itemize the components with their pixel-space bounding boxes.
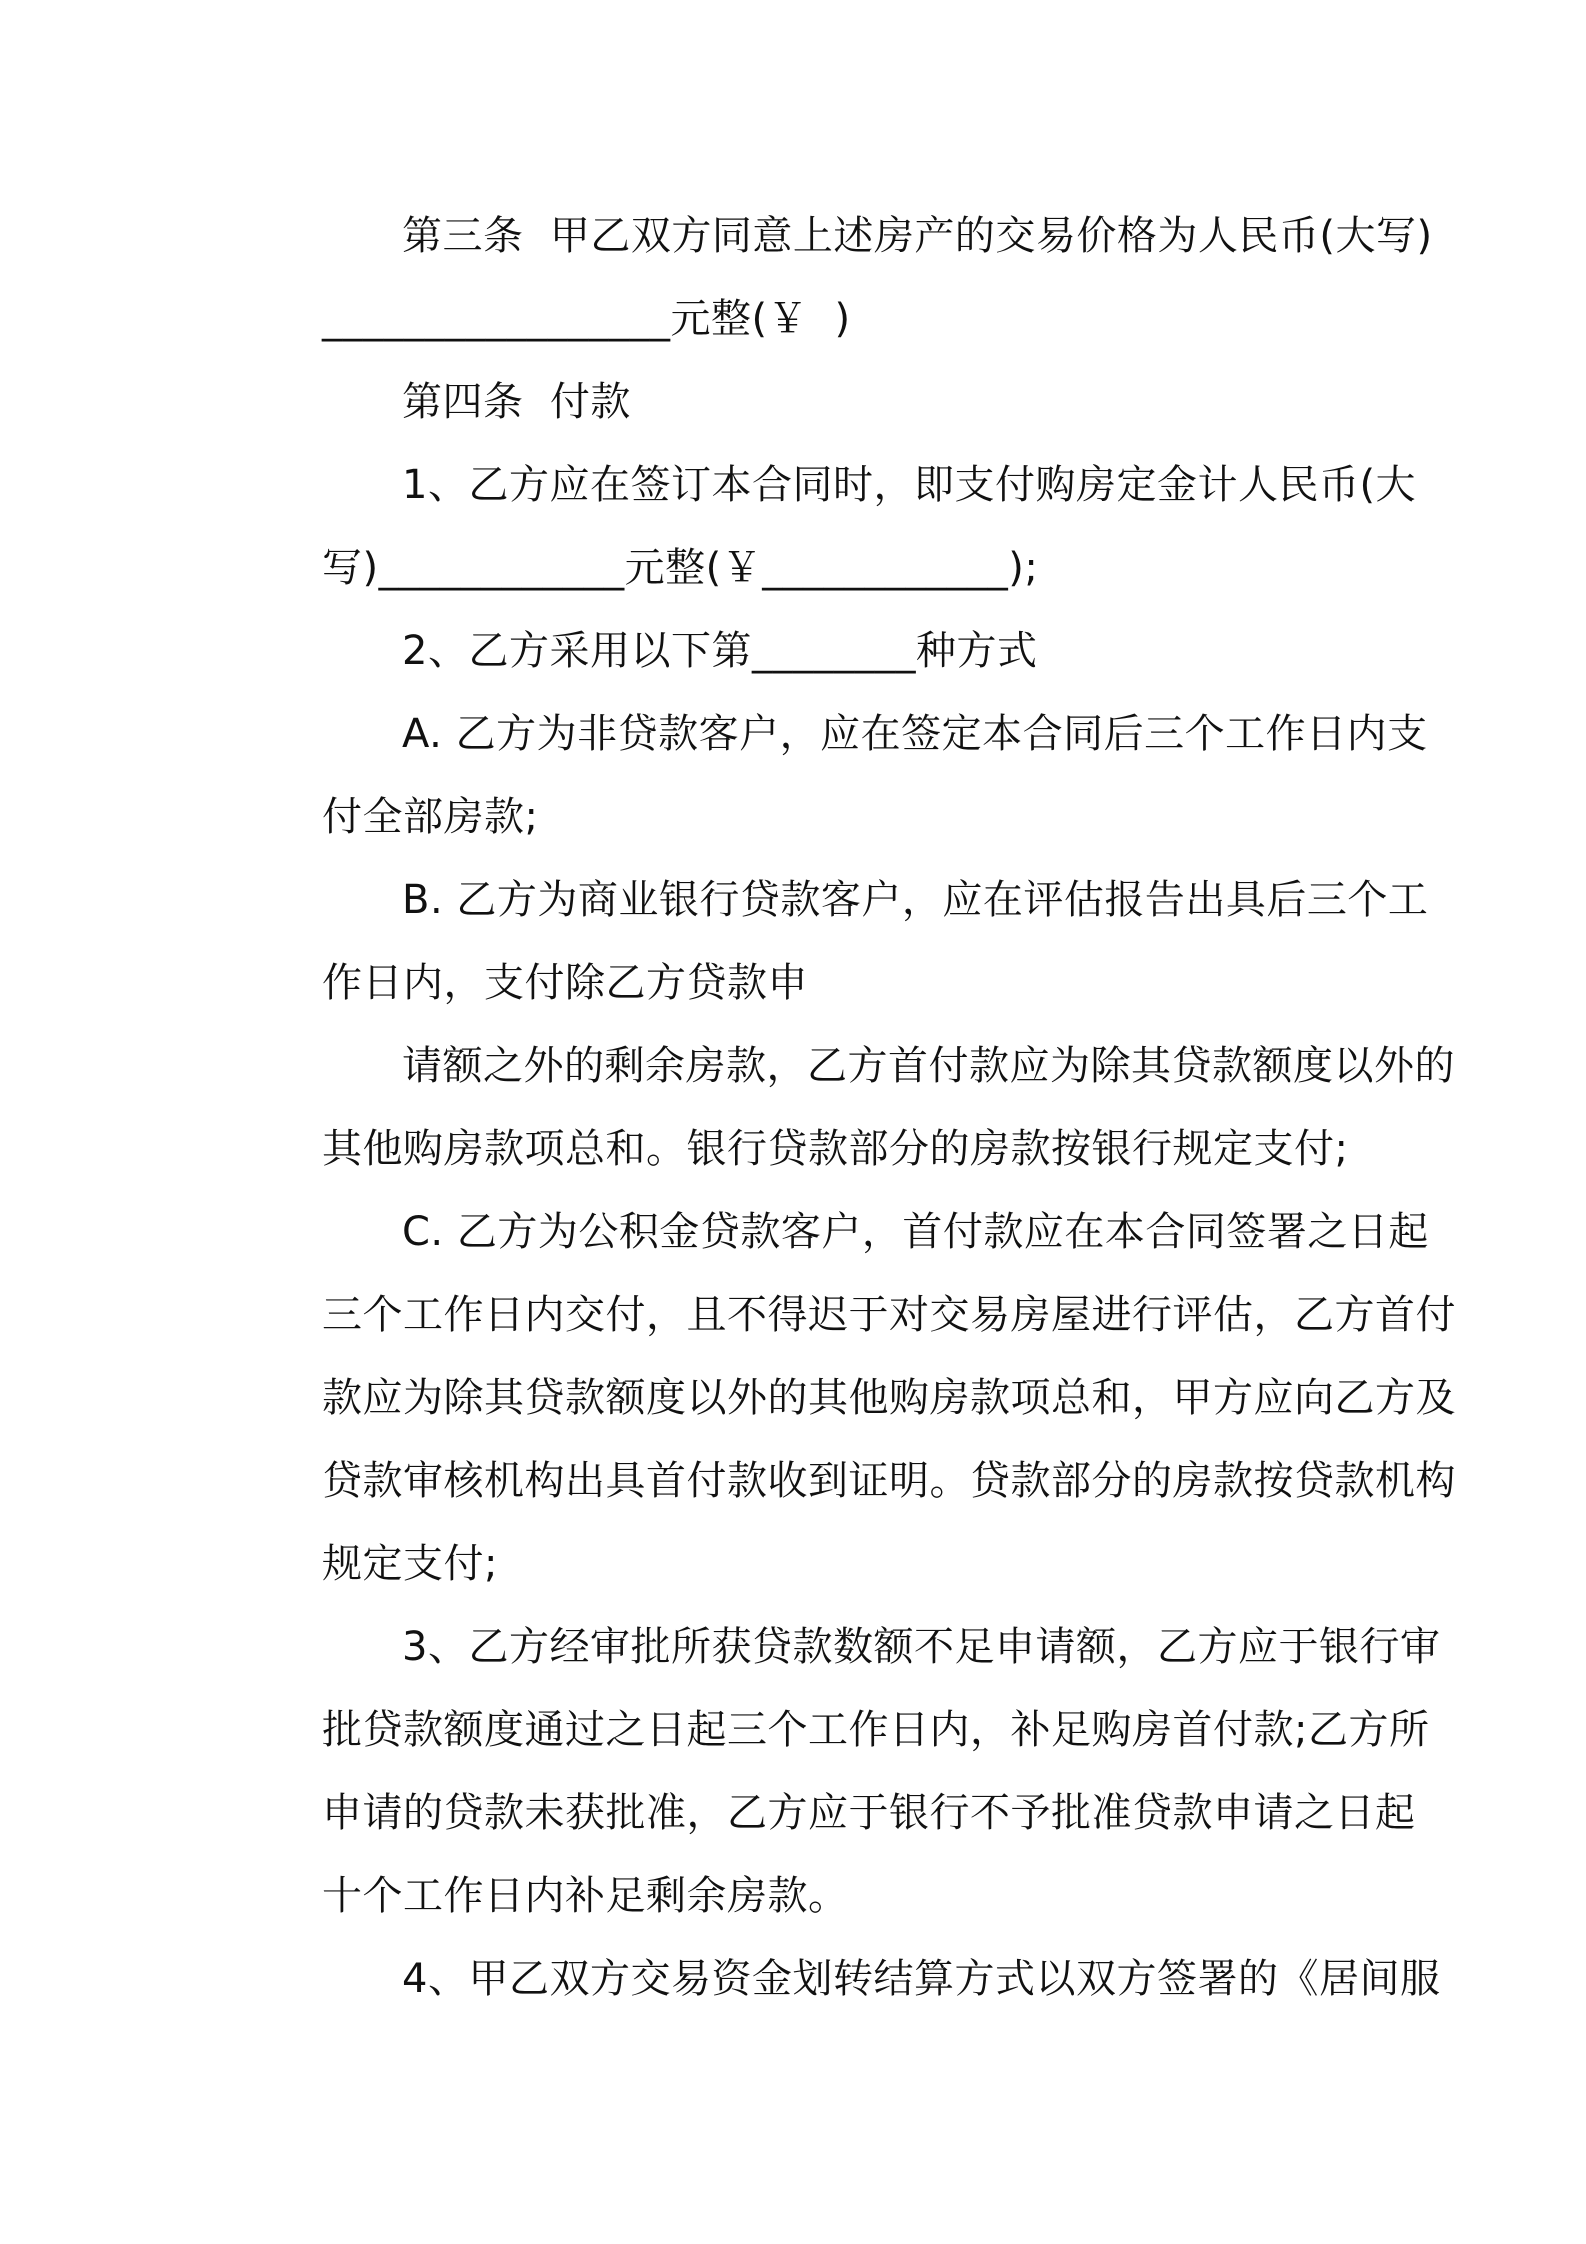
article-three-paragraph xyxy=(242,195,1433,361)
text-line: 贷款审核机构出具首付款收到证明。贷款部分的房款按贷款机构 xyxy=(322,1458,1456,1504)
option-c-paragraph xyxy=(242,1191,1456,1606)
text-line: B. 乙方为商业银行贷款客户，应在评估报告出具后三个工 xyxy=(402,877,1429,923)
clause-4-paragraph xyxy=(242,1938,1441,2021)
option-b-paragraph xyxy=(242,859,1429,1025)
clause-2-paragraph xyxy=(242,610,1357,693)
text-line: 款应为除其贷款额度以外的其他购房款项总和，甲方应向乙方及 xyxy=(322,1375,1456,1421)
text-line: 请额之外的剩余房款，乙方首付款应为除其贷款额度以外的 xyxy=(402,1043,1455,1089)
text-line: _________________元整(￥ ) xyxy=(322,296,851,342)
text-line: 规定支付; xyxy=(322,1541,498,1587)
text-line: 其他购房款项总和。银行贷款部分的房款按银行规定支付; xyxy=(322,1126,1349,1172)
text-line: 3、乙方经审批所获贷款数额不足申请额，乙方应于银行审 xyxy=(402,1624,1441,1670)
text-line: 十个工作日内补足剩余房款。 xyxy=(322,1873,849,1919)
article-four-heading xyxy=(242,361,1357,444)
clause-1-paragraph xyxy=(242,444,1417,610)
text-line: 三个工作日内交付，且不得迟于对交易房屋进行评估，乙方首付 xyxy=(322,1292,1456,1338)
option-a-paragraph xyxy=(242,693,1428,859)
text-line: 1、乙方应在签订本合同时，即支付购房定金计人民币(大 xyxy=(402,462,1417,508)
text-line: 4、甲乙双方交易资金划转结算方式以双方签署的《居间服 xyxy=(402,1956,1441,2002)
contract-text xyxy=(242,195,1456,2021)
text-line: 申请的贷款未获批准，乙方应于银行不予批准贷款申请之日起 xyxy=(322,1790,1416,1836)
text-line: 写)____________元整(￥____________); xyxy=(322,545,1039,591)
text-line: C. 乙方为公积金贷款客户，首付款应在本合同签署之日起 xyxy=(402,1209,1429,1255)
text-line: 2、乙方采用以下第________种方式 xyxy=(402,628,1038,674)
text-line: 付全部房款; xyxy=(322,794,539,840)
option-b-continuation-paragraph xyxy=(242,1025,1455,1191)
text-line: A. 乙方为非贷款客户，应在签定本合同后三个工作日内支 xyxy=(402,711,1428,757)
text-line: 第四条 付款 xyxy=(402,379,631,425)
text-line: 第三条 甲乙双方同意上述房产的交易价格为人民币(大写) xyxy=(402,213,1433,259)
clause-3-paragraph xyxy=(242,1606,1441,1938)
text-line: 作日内，支付除乙方贷款申 xyxy=(322,960,808,1006)
text-line: 批贷款额度通过之日起三个工作日内，补足购房首付款;乙方所 xyxy=(322,1707,1430,1753)
